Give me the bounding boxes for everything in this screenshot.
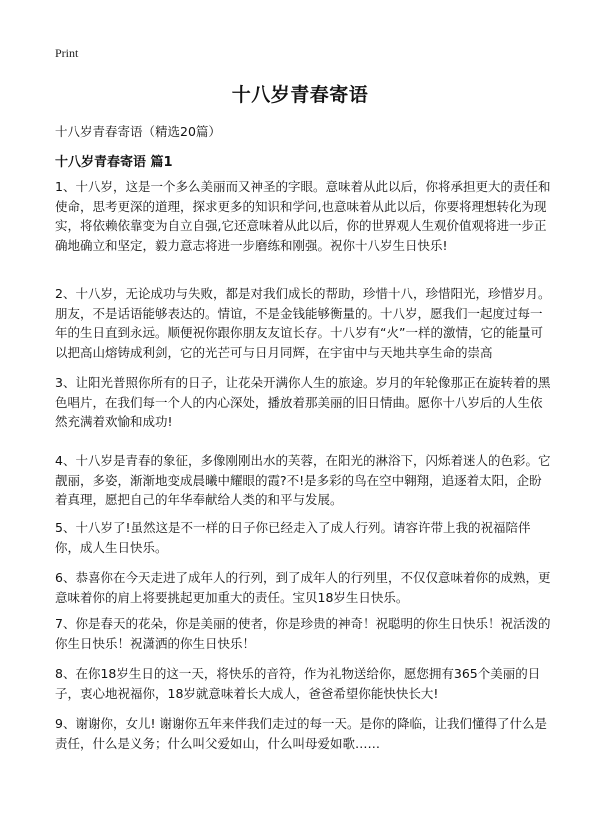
paragraph-2: 2、十八岁，无论成功与失败，都是对我们成长的帮助，珍惜十八，珍惜阳光，珍惜岁月。朋友，不是话语能够表达的。情谊，不是金钱能够衡量的。十八岁，愿我们一起度过每一年的生日直到永远。顺便祝你跟你朋友友谊长存。十八岁有“火”一样的激情，它的能量可以把高山熔铸成利剑，它的光芒可与日月同辉，在宇宙中与天地共享生命的崇高 [55,286,551,360]
paragraph-5: 5、十八岁了!虽然这是不一样的日子你已经走入了成人行列。请容许带上我的祝福陪伴你，成人生日快乐。 [55,520,531,555]
paragraph-6: 6、恭喜你在今天走进了成年人的行列，到了成年人的行列里，不仅仅意味着你的成熟，更意味着你的肩上将要挑起更加重大的责任。宝贝18岁生日快乐。 [55,570,551,605]
paragraph-8: 8、在你18岁生日的这一天，将快乐的音符，作为礼物送给你，愿您拥有365个美丽的日子，衷心地祝福你，18岁就意味着长大成人，爸爸希望你能快快长大! [55,666,541,701]
paragraph-4: 4、十八岁是青春的象征，多像刚刚出水的芙蓉，在阳光的淋浴下，闪烁着迷人的色彩。它靓丽，多姿，渐渐地变成晨曦中耀眼的霞?不!是多彩的鸟在空中翱翔，追逐着太阳，企盼着真理，愿把自己的年华奉献给人类的和平与发展。 [55,453,551,507]
paragraph-3: 3、让阳光普照你所有的日子，让花朵开满你人生的旅途。岁月的年轮像那正在旋转着的黑色唱片，在我们每一个人的内心深处，播放着那美丽的旧日情曲。愿你十八岁后的人生依然充满着欢愉和成功! [55,375,551,429]
document-subtitle: 十八岁青春寄语（精选20篇） [55,124,221,139]
paragraph-9: 9、谢谢你，女儿! 谢谢你五年来伴我们走过的每一天。是你的降临，让我们懂得了什么是责任，什么是义务；什么叫父爱如山，什么叫母爱如歌…… [55,716,547,751]
section-heading: 十八岁青春寄语 篇1 [55,155,173,170]
paragraph-1: 1、十八岁，这是一个多么美丽而又神圣的字眼。意味着从此以后，你将承担更大的责任和使命，思考更深的道理，探求更多的知识和学问,也意味着从此以后，你要将理想转化为现实，将依赖依靠变为自立自强,它还意味着从此以后，你的世界观人生观价值观将进一步正确地确立和坚定，毅力意志将进一步磨练和刚强。祝你十八岁生日快乐! [55,179,551,253]
page-title: 十八岁青春寄语 [231,84,369,106]
paragraph-7: 7、你是春天的花朵，你是美丽的使者，你是珍贵的神奇！祝聪明的你生日快乐！祝活泼的你生日快乐！祝潇洒的你生日快乐！ [55,616,551,651]
print-link[interactable]: Print [55,46,79,60]
